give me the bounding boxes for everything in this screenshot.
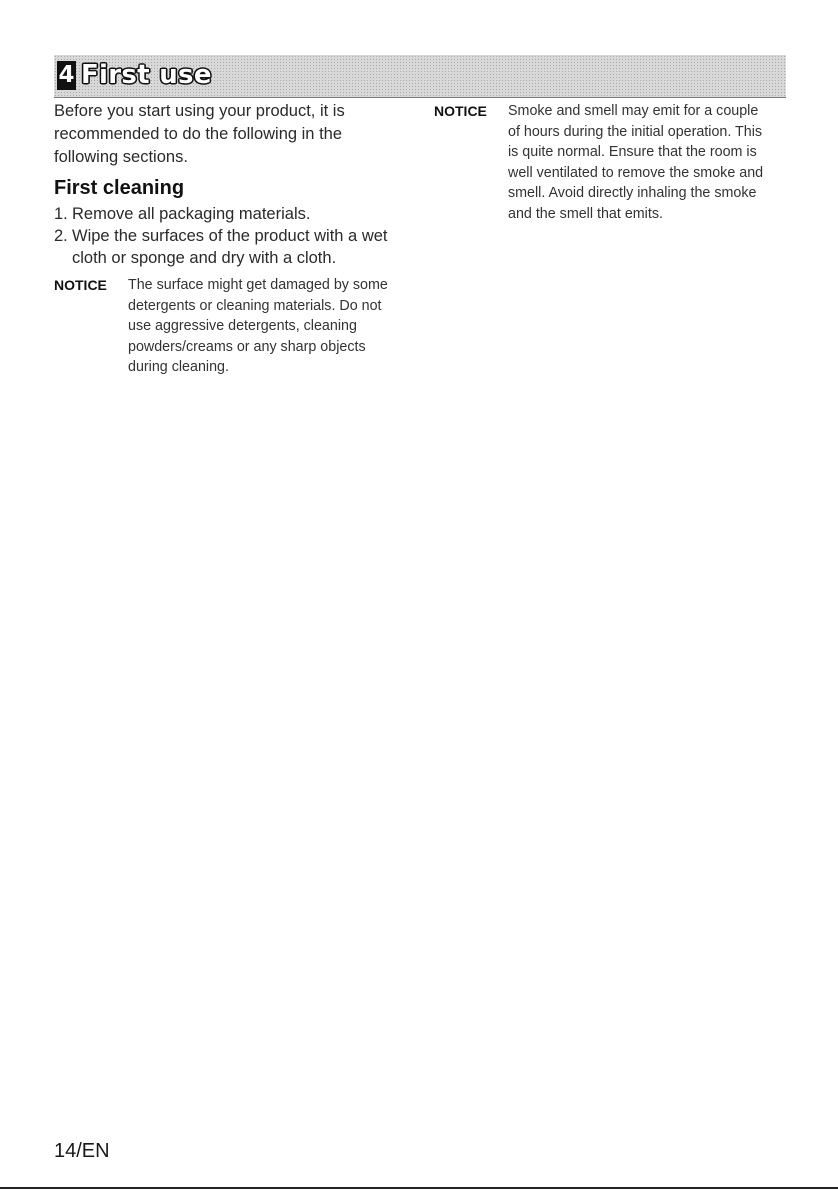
intro-paragraph: Before you start using your product, it is recommended to do the following in the following sections. [54,102,345,166]
notice-label: NOTICE [434,103,487,119]
step-number: 1. [54,205,68,223]
section-title: First use [81,60,212,90]
step-text: Remove all packaging materials. [72,205,311,223]
cleaning-notice [54,275,399,378]
left-column [54,100,399,378]
cleaning-step [54,225,399,269]
cleaning-steps-list [54,203,399,269]
section-header-banner [54,55,786,98]
bottom-rule [0,1187,838,1189]
page-number: 14/EN [54,1140,110,1162]
cleaning-step [54,203,399,225]
notice-text: The surface might get damaged by some detergents or cleaning materials. Do not use aggressive detergents, cleaning powders/creams or any sharp objects during cleaning. [128,277,388,375]
notice-label: NOTICE [54,277,107,293]
step-number: 2. [54,227,68,245]
smoke-notice [434,101,764,224]
first-cleaning-heading: First cleaning [54,177,185,199]
right-column [434,101,764,224]
notice-text: Smoke and smell may emit for a couple of hours during the initial operation. This is quite normal. Ensure that the room is well ventilated to remove the smoke and smell. Avoid directly inhaling the smoke and the smell that emits. [508,103,764,222]
chapter-number-badge: 4 [58,62,75,88]
step-text: Wipe the surfaces of the product with a wet cloth or sponge and dry with a cloth. [72,227,388,267]
